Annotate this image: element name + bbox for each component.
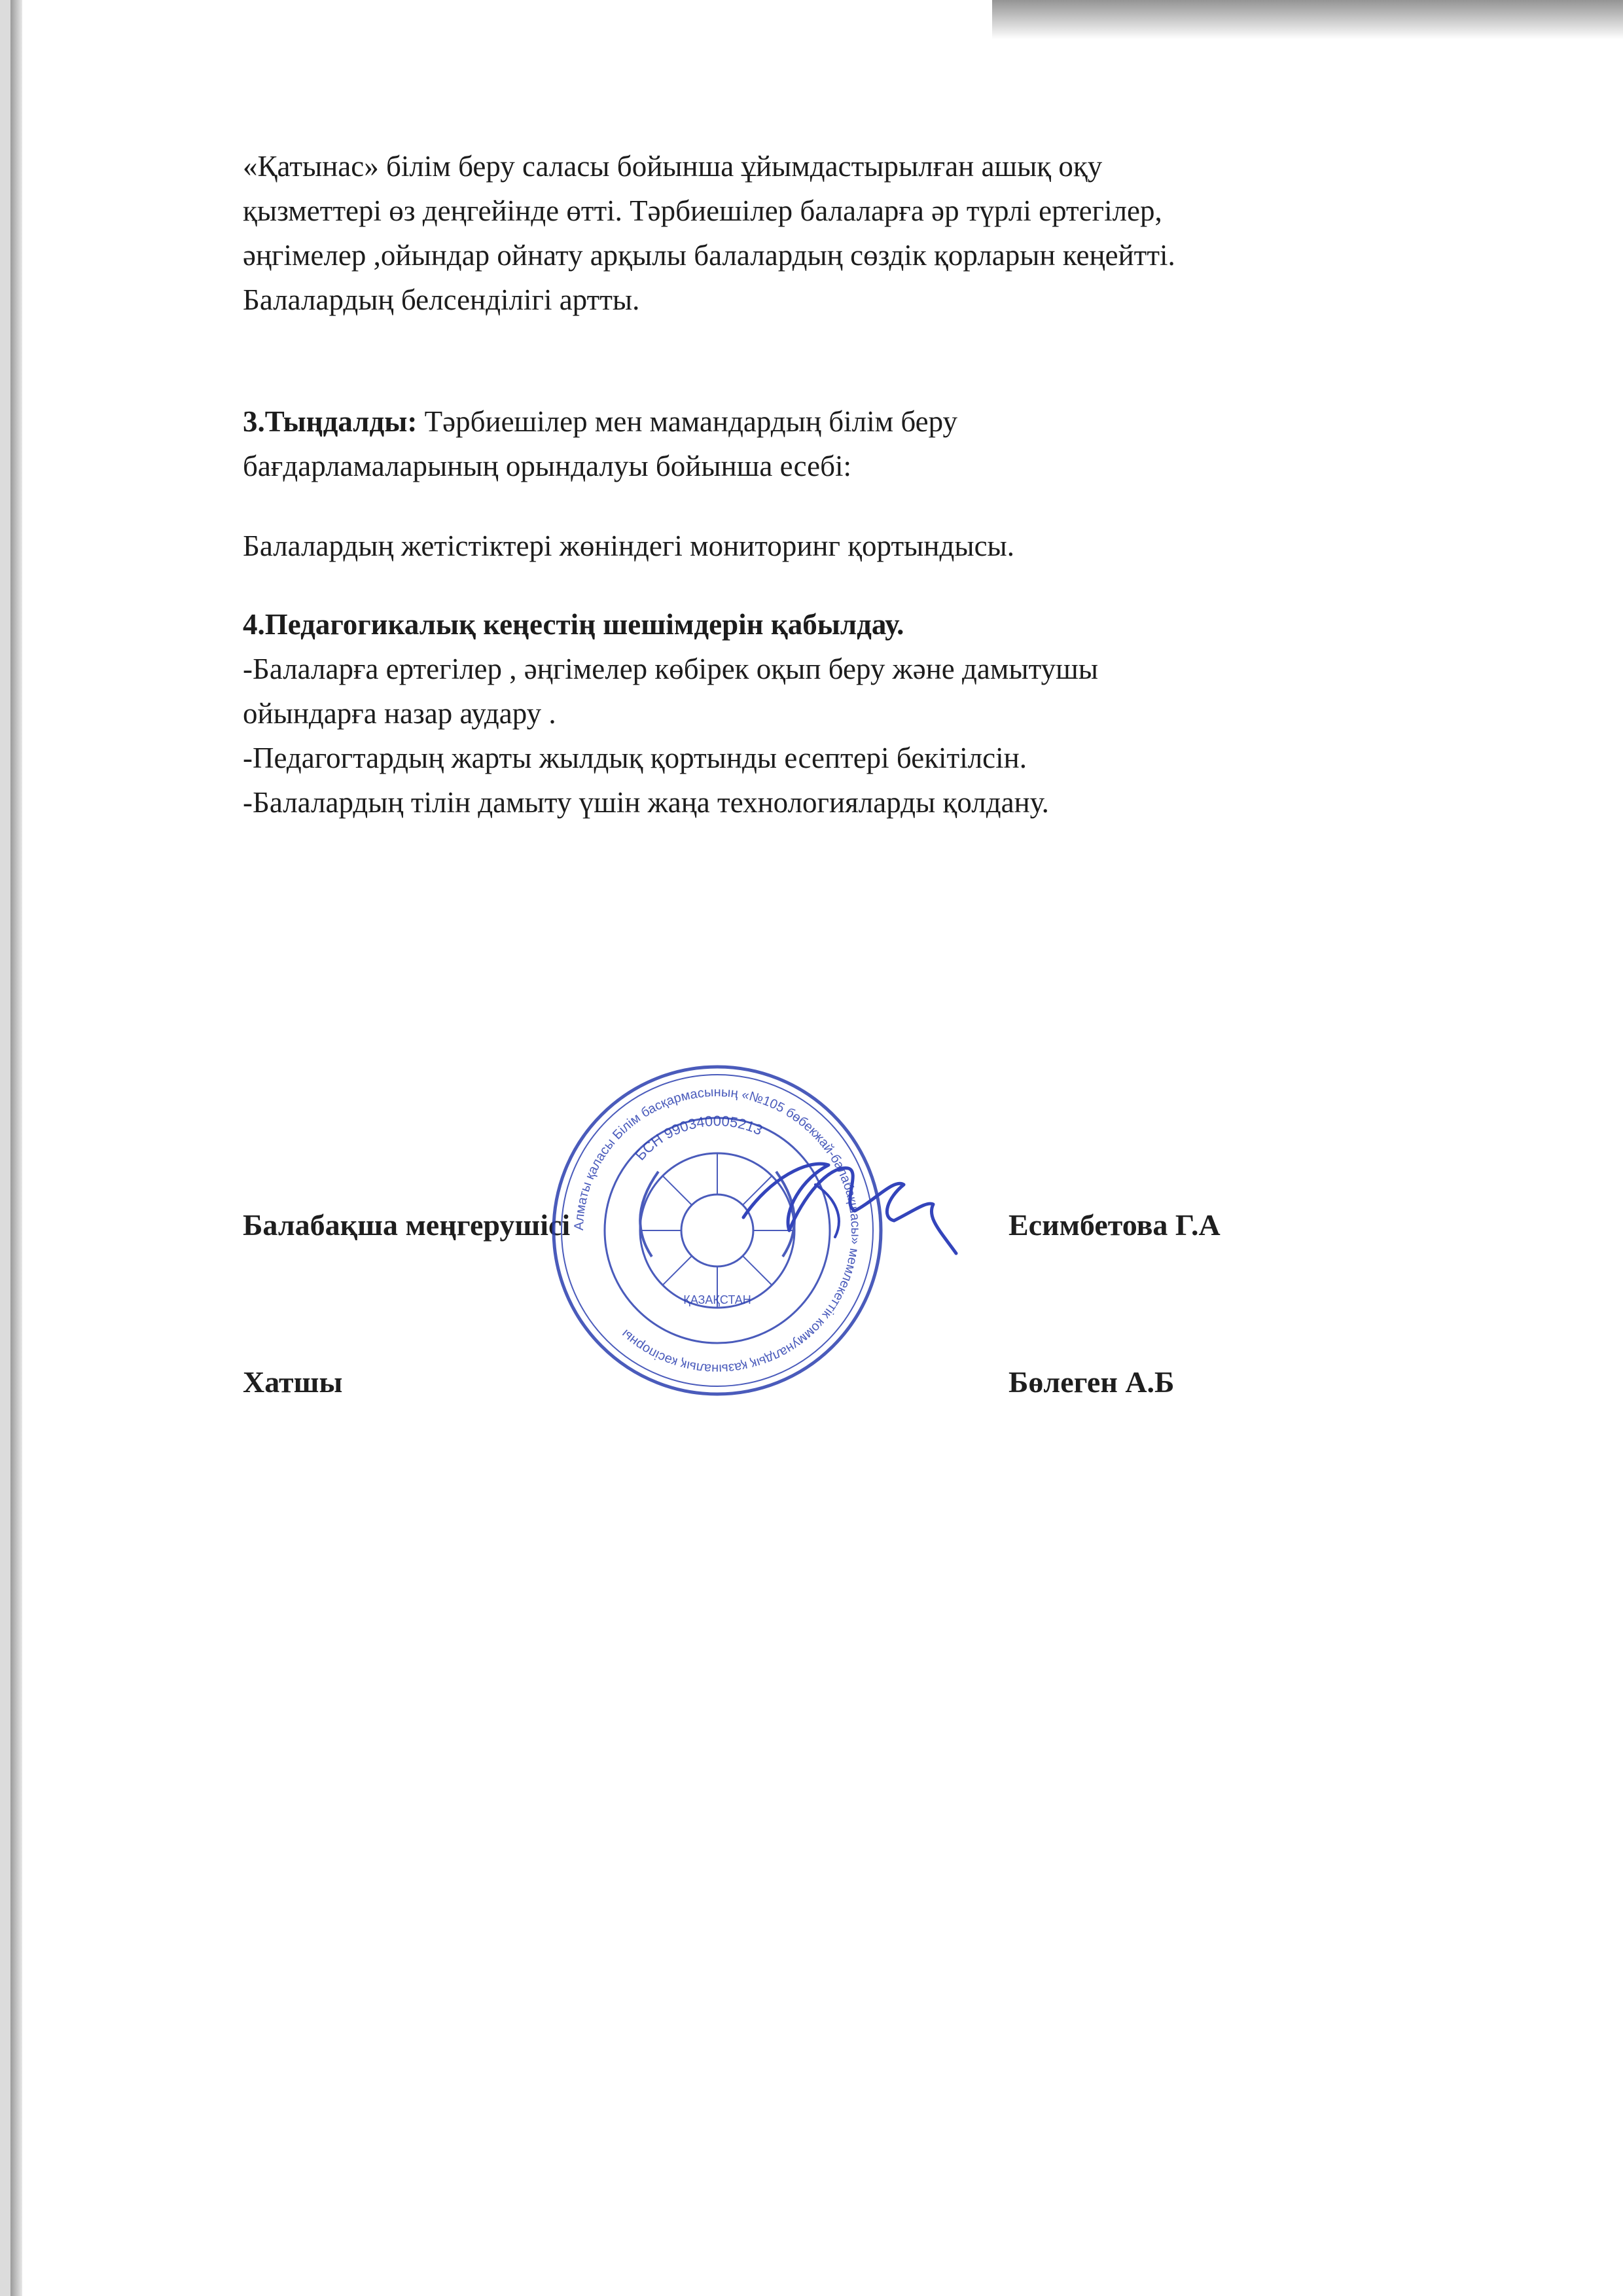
item-4 bbox=[243, 602, 1098, 825]
decision-line: -Балаларға ертегілер , әңгімелер көбірек оқып беру және дамытушы bbox=[243, 653, 1099, 685]
stamp-bin: БСН 990340005213 bbox=[632, 1112, 765, 1164]
document-page bbox=[10, 0, 1623, 2296]
intro-paragraph bbox=[243, 144, 1175, 322]
secretary-title: Хатшы bbox=[243, 1365, 343, 1399]
stamp-outer-text: Алматы қаласы Білім басқармасының «№105 бөбекжай-балабақшасы» мемлекеттік коммуналдық қазыналық кәсіпорны bbox=[571, 1085, 863, 1376]
handwritten-signature bbox=[730, 1139, 966, 1270]
intro-line: қызметтері өз деңгейінде өтті. Тәрбиешілер балаларға әр түрлі ертегілер, bbox=[243, 194, 1162, 227]
item-3 bbox=[243, 399, 957, 488]
decision-line: -Балалардың тілін дамыту үшін жаңа технологияларды қолдану. bbox=[243, 786, 1049, 819]
scan-shadow bbox=[992, 0, 1623, 39]
stamp-center-text: ҚАЗАҚСТАН bbox=[683, 1293, 751, 1306]
item-3-text-2: бағдарламаларының орындалуы бойынша есебі: bbox=[243, 450, 852, 482]
decision-line: ойындарға назар аудару . bbox=[243, 697, 556, 730]
item-3-text: Тәрбиешілер мен мамандардың білім беру bbox=[417, 405, 958, 438]
monitoring-line: Балалардың жетістіктері жөніндегі мониторинг қортындысы. bbox=[243, 529, 1015, 562]
item-3-heading: 3.Тыңдалды: bbox=[243, 405, 418, 438]
head-name: Есимбетова Г.А bbox=[1008, 1208, 1221, 1242]
item-4-heading: 4.Педагогикалық кеңестің шешімдерін қабылдау. bbox=[243, 608, 904, 641]
intro-line: «Қатынас» білім беру саласы бойынша ұйымдастырылған ашық оқу bbox=[243, 150, 1103, 183]
page-edge-shadow bbox=[10, 0, 22, 2296]
intro-line: Балалардың белсенділігі артты. bbox=[243, 283, 640, 316]
head-title: Балабақша меңгерушісі bbox=[243, 1208, 571, 1242]
decision-line: -Педагогтардың жарты жылдық қортынды есептері бекітілсін. bbox=[243, 742, 1027, 774]
secretary-name: Бөлеген А.Б bbox=[1008, 1365, 1175, 1399]
intro-line: әңгімелер ,ойындар ойнату арқылы балалардың сөздік қорларын кеңейтті. bbox=[243, 239, 1175, 272]
